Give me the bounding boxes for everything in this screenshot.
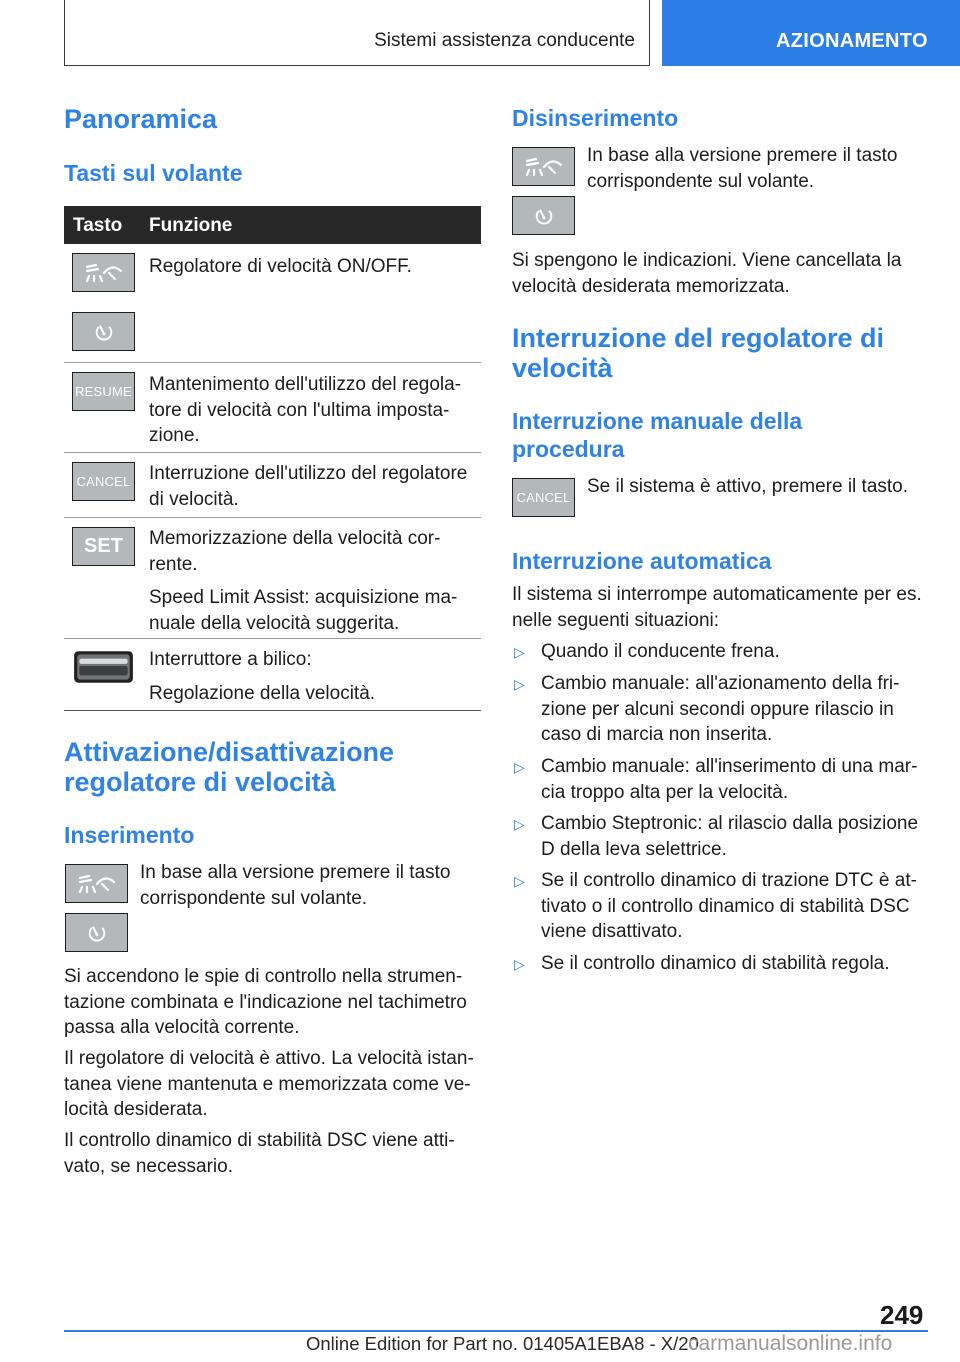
footer-edition: Online Edition for Part no. 01405A1EBA8 - X/20 xyxy=(306,1333,699,1354)
manual-interruption-title xyxy=(512,407,802,463)
list-item xyxy=(541,671,899,748)
resume-button-icon xyxy=(72,372,135,411)
text-line: Cambio manuale: all'inserimento di una mar- xyxy=(541,756,918,777)
text-line: Speed Limit Assist: acquisizione ma- xyxy=(149,587,458,608)
table-row-resume xyxy=(149,372,461,449)
cancel-label: CANCEL xyxy=(76,474,131,489)
header-chapter-tab[interactable] xyxy=(662,0,960,66)
text-line: rente. xyxy=(149,553,198,575)
text-line: Interruzione dell'utilizzo del regolatore xyxy=(149,463,468,484)
table-divider xyxy=(64,517,481,518)
cruise-control-button-icon xyxy=(72,253,135,292)
text-line: cia troppo alta per la velocità. xyxy=(541,781,789,803)
bullet-triangle-icon: ▷ xyxy=(514,956,525,972)
speedometer-button-icon xyxy=(65,913,128,952)
bullet-triangle-icon: ▷ xyxy=(514,816,525,832)
list-item xyxy=(541,868,917,945)
text-line: zione. xyxy=(149,425,200,446)
table-row-onoff xyxy=(149,254,412,280)
set-button-icon xyxy=(72,527,135,566)
text-line: caso di marcia non inserita. xyxy=(541,724,773,745)
interruption-title xyxy=(512,323,884,383)
cruise-control-button-icon xyxy=(65,864,128,903)
set-label: SET xyxy=(84,535,123,557)
table-header-key: Tasto xyxy=(73,215,123,236)
activation-intro xyxy=(140,860,451,911)
table-cell-onoff: Regolatore di velocità ON/OFF. xyxy=(149,256,412,277)
list-item xyxy=(541,639,780,665)
speedometer-button-icon xyxy=(72,312,135,351)
text-line: zione per alcuni secondi oppure rilascio in xyxy=(541,698,894,720)
table-header-function: Funzione xyxy=(149,215,233,236)
speedometer-icon xyxy=(93,321,115,343)
text-line: viene disattivato. xyxy=(541,921,683,942)
heading-line: Interruzione manuale della xyxy=(512,408,803,434)
activation-title xyxy=(64,737,394,797)
table-row-rocker xyxy=(149,647,375,706)
text-line: nelle seguenti situazioni: xyxy=(512,609,720,631)
activation-paragraph-3 xyxy=(64,1128,455,1179)
bullet-triangle-icon: ▷ xyxy=(514,759,525,775)
table-bottom-border xyxy=(64,710,481,711)
text-line: Si spengono le indicazioni. Viene cancellata la xyxy=(512,250,902,271)
text-line: passa alla velocità corrente. xyxy=(64,1017,300,1038)
text-line: corrispondente sul volante. xyxy=(140,887,368,909)
text-line: di velocità. xyxy=(149,488,239,510)
list-item xyxy=(541,754,917,805)
text-line: corrispondente sul volante. xyxy=(587,170,815,192)
text-line: tazione combinata e l'indicazione nel tachimetro xyxy=(64,991,467,1013)
cruise-control-icon xyxy=(524,155,564,179)
bullet-triangle-icon: ▷ xyxy=(514,873,525,889)
list-item xyxy=(541,811,918,862)
automatic-interruption-title: Interruzione automatica xyxy=(512,548,772,574)
text-line: Mantenimento dell'utilizzo del regola- xyxy=(149,374,462,395)
cruise-control-icon xyxy=(77,872,117,896)
text-line: Si accendono le spie di controllo nella strumen- xyxy=(64,966,463,987)
cancel-button-icon xyxy=(512,478,575,517)
text-line: Se il controllo dinamico di trazione DTC è at- xyxy=(541,870,917,891)
text-line: Il regolatore di velocità è attivo. La velocità istan- xyxy=(64,1048,474,1069)
text-line: Il controllo dinamico di stabilità DSC viene atti- xyxy=(64,1130,455,1151)
bullet-triangle-icon: ▷ xyxy=(514,676,525,692)
activation-paragraph-2 xyxy=(64,1046,474,1123)
heading-line: regolatore di velocità xyxy=(64,767,336,797)
cruise-control-icon xyxy=(84,261,124,285)
heading-line: Interruzione del regolatore di xyxy=(512,323,885,353)
text-line: tanea viene mantenuta e memorizzata come ve- xyxy=(64,1073,471,1095)
speedometer-icon xyxy=(86,922,108,944)
activation-paragraph-1 xyxy=(64,964,467,1041)
manual-interruption-text: Se il sistema è attivo, premere il tasto. xyxy=(587,476,909,497)
text-line: Regolazione della velocità. xyxy=(149,682,376,704)
cruise-control-button-icon xyxy=(512,147,575,186)
speedometer-button-icon xyxy=(512,196,575,235)
table-row-set xyxy=(149,526,457,636)
text-line: tore di velocità con l'ultima imposta- xyxy=(149,399,450,421)
text-line: In base alla versione premere il tasto xyxy=(587,145,898,166)
text-line: vato, se necessario. xyxy=(64,1155,233,1177)
cancel-label: CANCEL xyxy=(516,490,571,505)
table-divider xyxy=(64,452,481,453)
page-title: Panoramica xyxy=(64,104,218,134)
deactivation-intro xyxy=(587,143,898,194)
text-line: locità desiderata. xyxy=(64,1099,208,1120)
heading-line: Attivazione/disattivazione xyxy=(64,737,395,767)
footer-watermark[interactable]: carmanualsonline.info xyxy=(688,1332,893,1355)
deactivation-title: Disinserimento xyxy=(512,105,679,131)
header-section-box xyxy=(64,0,650,66)
cancel-button-icon xyxy=(72,462,135,501)
header-section-title: Sistemi assistenza conducente xyxy=(374,30,635,51)
activation-subtitle: Inserimento xyxy=(64,822,195,848)
speedometer-icon xyxy=(533,205,555,227)
header-chapter-label: AZIONAMENTO xyxy=(776,30,928,52)
text-line: Se il controllo dinamico di stabilità regola. xyxy=(541,953,890,974)
table-header xyxy=(64,206,481,244)
bullet-triangle-icon: ▷ xyxy=(514,644,525,660)
section-subtitle-keys: Tasti sul volante xyxy=(64,160,243,186)
text-line: tivato o il controllo dinamico di stabilità DSC xyxy=(541,895,910,917)
list-item xyxy=(541,951,890,977)
rocker-switch-button xyxy=(72,647,135,687)
table-row-cancel xyxy=(149,461,467,512)
text-line: Quando il conducente frena. xyxy=(541,641,780,662)
deactivation-paragraph xyxy=(512,248,901,299)
rocker-switch-icon xyxy=(72,647,135,687)
text-line: Interruttore a bilico: xyxy=(149,649,312,670)
text-line: Cambio Steptronic: al rilascio dalla posizione xyxy=(541,813,919,834)
text-line: nuale della velocità suggerita. xyxy=(149,612,400,634)
table-divider xyxy=(64,638,481,639)
text-line: Il sistema si interrompe automaticamente per es. xyxy=(512,584,922,605)
text-line: In base alla versione premere il tasto xyxy=(140,862,451,883)
automatic-interruption-intro xyxy=(512,582,922,633)
table-divider xyxy=(64,362,481,363)
text-line: D della leva selettrice. xyxy=(541,838,727,860)
resume-label: RESUME xyxy=(75,384,132,399)
heading-line: procedura xyxy=(512,436,625,462)
heading-line: velocità xyxy=(512,353,613,383)
text-line: Memorizzazione della velocità cor- xyxy=(149,528,441,549)
page-number: 249 xyxy=(880,1300,924,1330)
text-line: velocità desiderata memorizzata. xyxy=(512,275,790,297)
text-line: Cambio manuale: all'azionamento della fri- xyxy=(541,673,900,694)
